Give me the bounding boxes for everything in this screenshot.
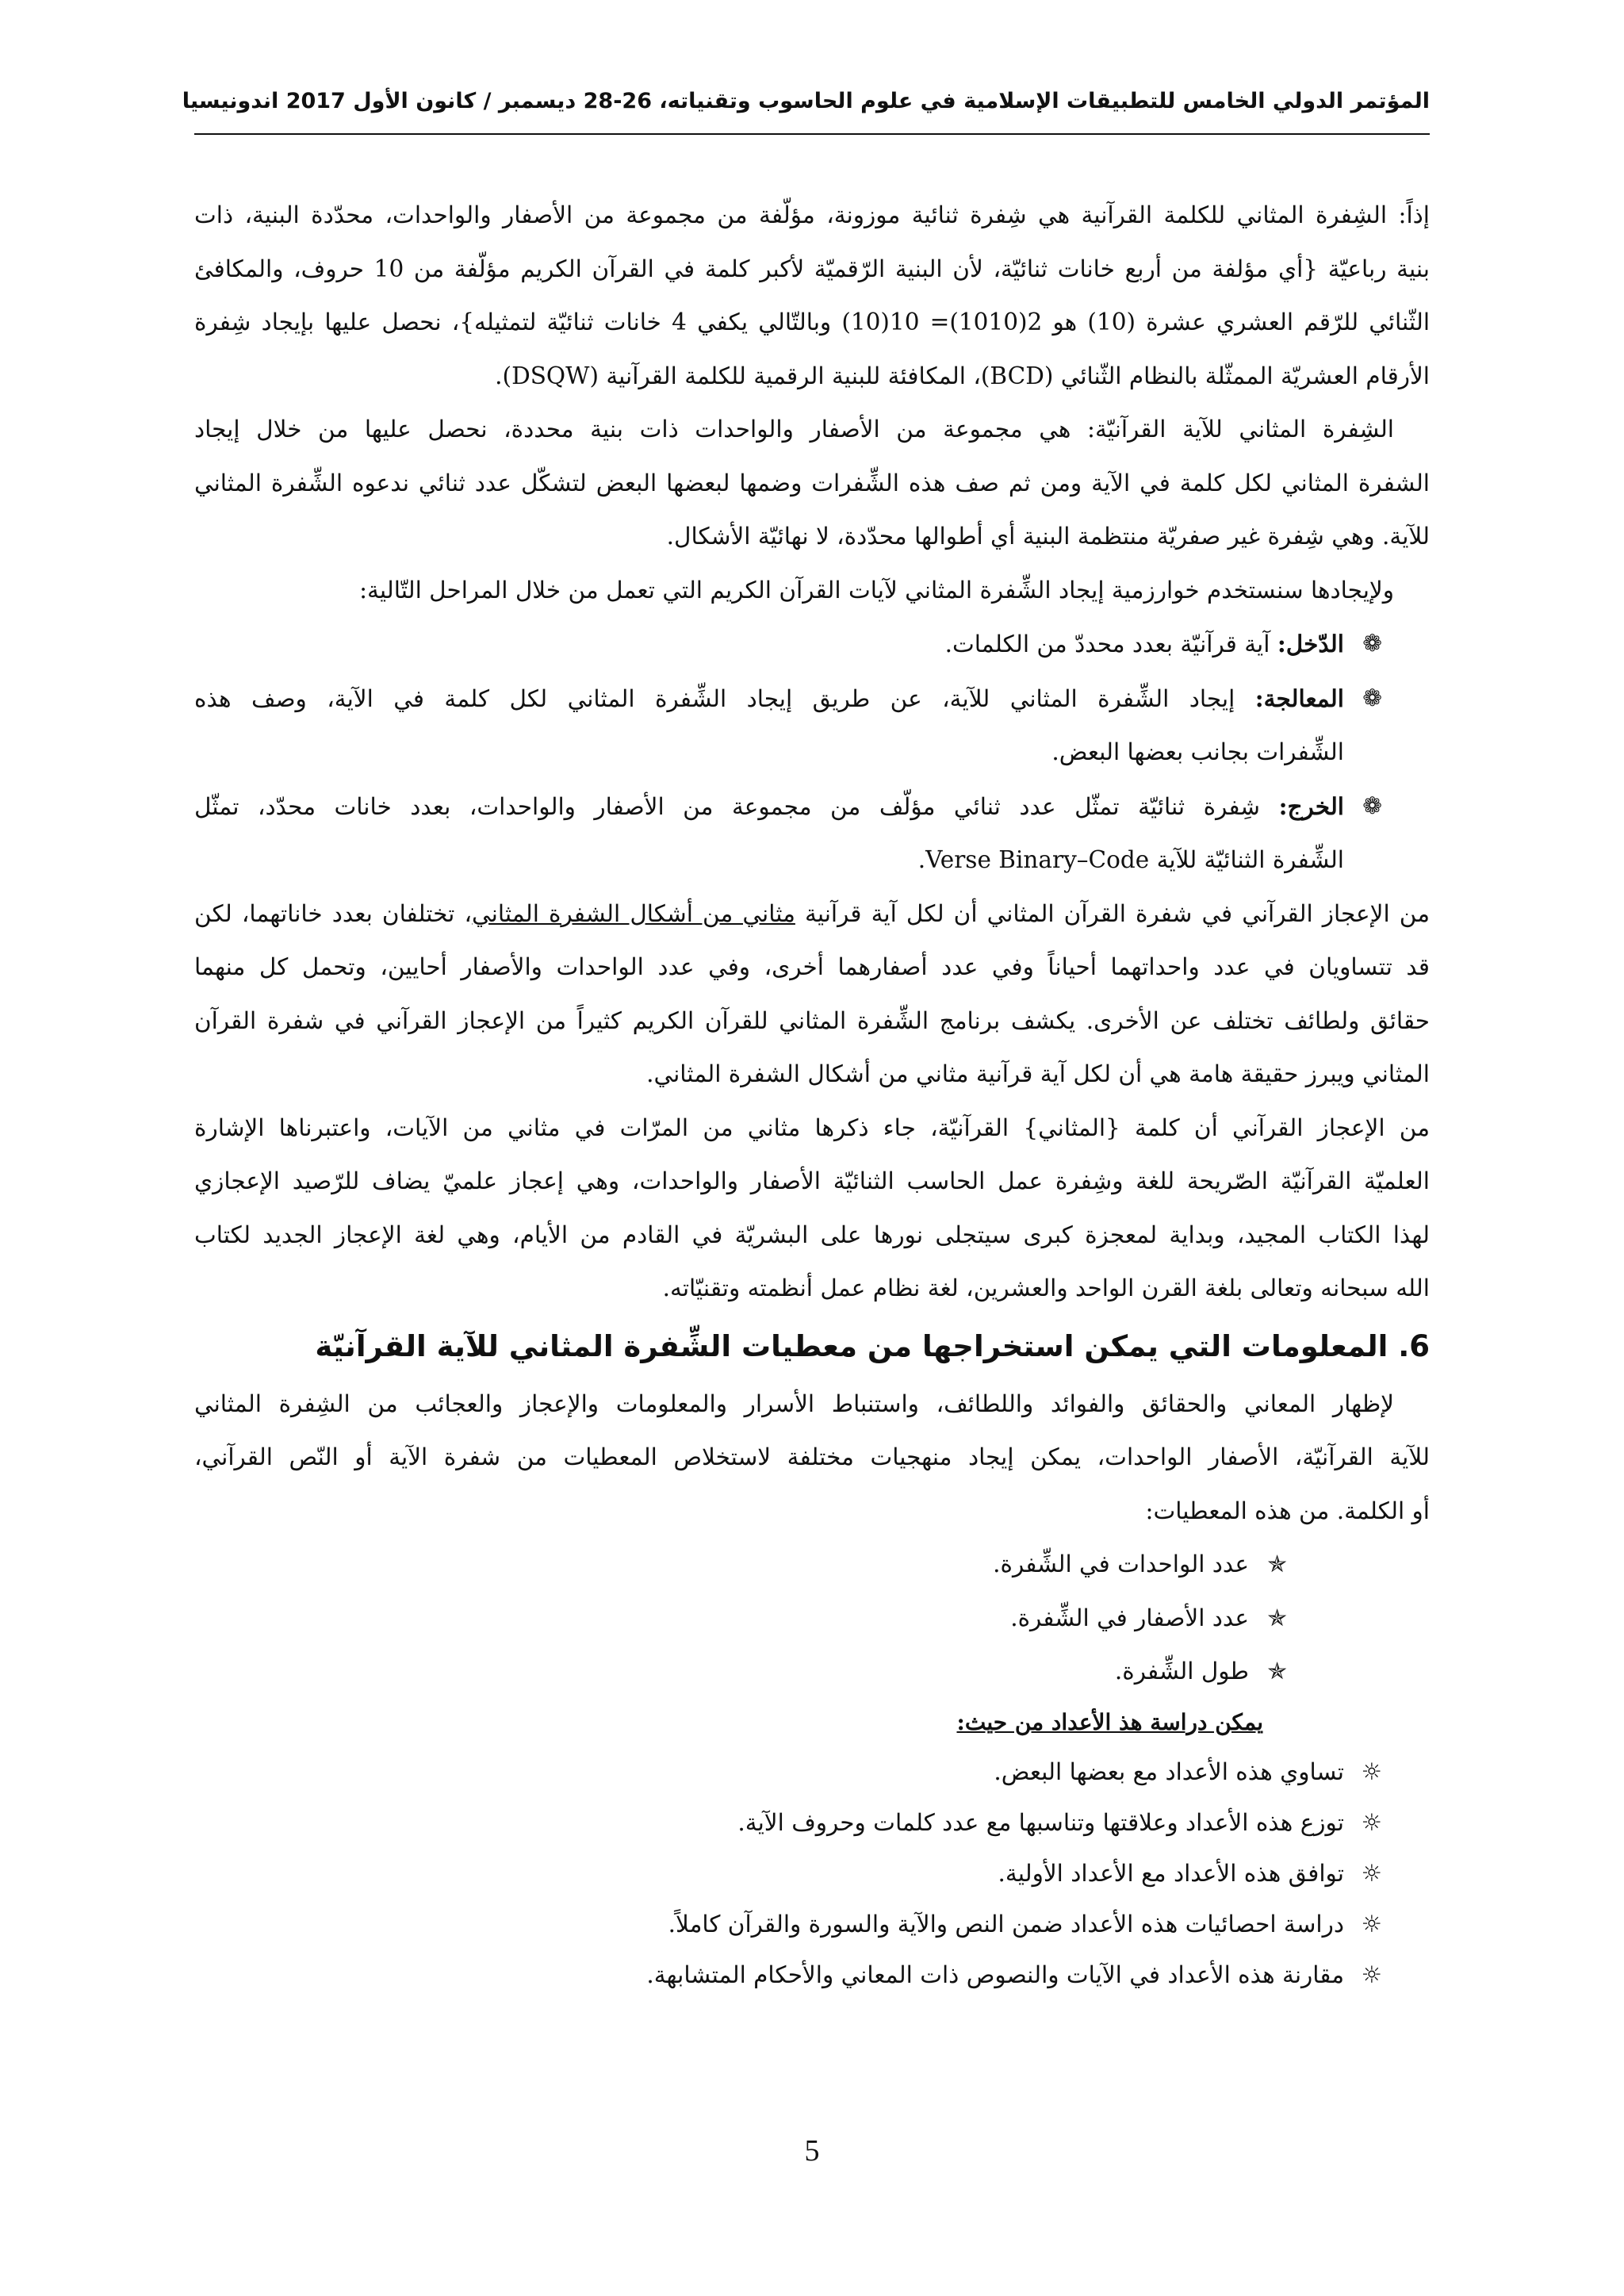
flower-bullet-icon: ❁ (1362, 684, 1382, 711)
step-text: الشِّفرات بجانب بعضها البعض. (1051, 738, 1344, 765)
study-subheading: يمكن دراسة هذ الأعداد من حيث: (956, 1708, 1263, 1735)
section-6-line: لإظهار المعاني والحقائق والفوائد واللطائف، واستنباط الأسرار والمعلومات والإعجاز والعجائب من الشِفرة المثاني (194, 1389, 1394, 1417)
study-aspect-item (194, 1949, 1382, 2000)
intro-line: الأرقام العشريّة الممثّلة بالنظام الثّنائي (BCD)، المكافئة للبنية الرقمية للكلمة القرآنية (DSQW). (495, 362, 1430, 389)
miracle-paragraph-1 (194, 887, 1430, 1102)
study-aspect-item (194, 1848, 1382, 1899)
miracle-2-line: من الإعجاز القرآني أن كلمة {المثاني} القرآنيّة، جاء ذكرها مثاني من المرّات في مثاني من الآيات، واعتبرناها الإشارة (194, 1114, 1430, 1141)
sun-bullet-icon: ☼ (1361, 1808, 1382, 1836)
data-item-text: عدد الواحدات في الشِّفرة. (993, 1550, 1249, 1577)
section-6-line: للآية القرآنيّة، الأصفار الواحدات، يمكن إيجاد منهجيات مختلفة لاستخلاص المعطيات من شفرة الآية أو النّص القرآني، (194, 1443, 1430, 1470)
page-number: 5 (804, 2134, 820, 2168)
data-item-text: طول الشِّفرة. (1114, 1658, 1249, 1685)
miracle-1-text: ، تختلفان بعدد خاناتهما، لكن (194, 899, 473, 927)
sun-bullet-icon: ☼ (1361, 1961, 1382, 1988)
sun-bullet-icon: ☼ (1361, 1910, 1382, 1938)
study-aspect-text: توافق هذه الأعداد مع الأعداد الأولية. (998, 1859, 1344, 1887)
study-aspect-text: دراسة احصائيات هذه الأعداد ضمن النص والآية والسورة والقرآن كاملاً. (668, 1910, 1344, 1938)
intro-line: إذاً: الشِفرة المثاني للكلمة القرآنية هي شِفرة ثنائية موزونة، مؤلّفة من مجموعة من الأصفار والواحدات، محدّدة البنية، ذات (194, 201, 1430, 228)
algorithm-step-input (194, 617, 1382, 672)
study-aspect-item (194, 1797, 1382, 1848)
running-header: المؤتمر الدولي الخامس للتطبيقات الإسلامية في علوم الحاسوب وتقنياته، 26-28 ديسمبر / كانون الأول 2017 اندونيسيا (182, 89, 1430, 113)
algorithm-intro (194, 564, 1430, 618)
miracle-1-line: قد تتساويان في عدد واحداتهما أحياناً وفي عدد أصفارهما أخرى، وفي عدد الواحدات والأصفار أحايين، وتحمل كل منهما (194, 953, 1430, 980)
step-text: شِفرة ثنائيّة تمثّل عدد ثنائي مؤلّف من مجموعة من الأصفار والواحدات، بعدد خانات محدّد، تمثّل (194, 792, 1261, 820)
study-aspect-text: تساوي هذه الأعداد مع بعضها البعض. (994, 1757, 1344, 1785)
sun-bullet-icon: ☼ (1361, 1757, 1382, 1785)
step-text: الشِّفرة الثنائيّة للآية Verse Binary–Code. (917, 846, 1344, 873)
algorithm-steps (194, 617, 1430, 887)
data-item (194, 1645, 1287, 1699)
star-bullet-icon: ✯ (1267, 1550, 1287, 1577)
step-text: آية قرآنيّة بعدد محددّ من الكلمات. (944, 631, 1270, 657)
study-aspect-item (194, 1899, 1382, 1949)
verse-def-line: الشفرة المثاني لكل كلمة في الآية ومن ثم صف هذه الشِّفرات وضمها لبعضها البعض لتشكّل عدد ثنائي ندعوه الشِّفرة المثاني (194, 469, 1431, 496)
study-aspect-text: توزع هذه الأعداد وعلاقتها وتناسبها مع عدد كلمات وحروف الآية. (737, 1808, 1344, 1836)
star-bullet-icon: ✯ (1267, 1604, 1287, 1631)
step-text: إيجاد الشِّفرة المثاني للآية، عن طريق إيجاد الشِّفرة المثاني لكل كلمة في الآية، وصف هذه (194, 684, 1235, 712)
miracle-2-line: العلميّة القرآنيّة الصّريحة للغة وشِفرة عمل الحاسب الثنائيّة الأصفار والواحدات، وهي إعجاز علميّ يضاف للرّصيد الإعجازي (194, 1167, 1430, 1194)
star-bullet-icon: ✯ (1267, 1658, 1287, 1685)
algorithm-step-processing (194, 672, 1382, 780)
step-label: الخرج: (1278, 792, 1344, 820)
algorithm-intro-line: ولإيجادها سنستخدم خوارزمية إيجاد الشِّفرة المثاني لآيات القرآن الكريم التي تعمل من خلال المراحل التّالية: (359, 576, 1394, 604)
verse-definition-paragraph (194, 403, 1430, 564)
page-body (194, 189, 1430, 2000)
step-label: المعالجة: (1254, 684, 1344, 712)
miracle-1-line: المثاني ويبرز حقيقة هامة هي أن لكل آية قرآنية مثاني من أشكال الشفرة المثاني. (646, 1060, 1430, 1087)
data-item (194, 1592, 1287, 1646)
data-items-list (194, 1538, 1430, 1699)
verse-def-line: الشِفرة المثاني للآية القرآنيّة: هي مجموعة من الأصفار والواحدات ذات بنية محددة، نحصل عليها من خلال إيجاد (194, 416, 1394, 443)
miracle-1-line: حقائق ولطائف تختلف عن الأخرى. يكشف برنامج الشِّفرة المثاني للقرآن الكريم كثيراً من الإعجاز القرآني في شفرة القرآن (194, 1006, 1430, 1034)
data-item (194, 1538, 1287, 1592)
flower-bullet-icon: ❁ (1362, 792, 1382, 819)
miracle-2-line: الله سبحانه وتعالى بلغة القرن الواحد والعشرين، لغة نظام عمل أنظمته وتقنيّاته. (662, 1274, 1430, 1301)
study-aspect-text: مقارنة هذه الأعداد في الآيات والنصوص ذات المعاني والأحكام المتشابهة. (646, 1961, 1344, 1988)
underlined-phrase: مثاني من أشكال الشفرة المثاني (472, 899, 795, 927)
header-rule (194, 133, 1430, 135)
step-label: الدّخل: (1277, 630, 1344, 657)
intro-line: الثّنائي للرّقم العشري عشرة (10) هو 2(1010)= 10(10) وبالتّالي يكفي 4 خانات ثنائيّة لتمثيله}، نحصل عليها بإيجاد شِفرة (194, 309, 1431, 335)
section-6-line: أو الكلمة. من هذه المعطيات: (1145, 1497, 1430, 1524)
section-6-heading: 6. المعلومات التي يمكن استخراجها من معطيات الشِّفرة المثاني للآية القرآنيّة (315, 1328, 1430, 1363)
data-item-text: عدد الأصفار في الشِّفرة. (1010, 1604, 1249, 1631)
algorithm-step-output (194, 780, 1382, 887)
study-aspect-item (194, 1746, 1382, 1797)
study-aspects-list (194, 1746, 1430, 2000)
miracle-1-text: من الإعجاز القرآني في شفرة القرآن المثاني أن لكل آية قرآنية (795, 899, 1431, 927)
intro-line: بنية رباعيّة {أي مؤلفة من أربع خانات ثنائيّة، لأن البنية الرّقميّة لأكبر كلمة في القرآن الكريم مؤلّفة من 10 حروف، والمكافئ (194, 255, 1430, 282)
intro-paragraph (194, 189, 1430, 403)
verse-def-line: للآية. وهي شِفرة غير صفريّة منتظمة البنية أي أطوالها محدّدة، لا نهائيّة الأشكال. (666, 523, 1430, 550)
miracle-paragraph-2 (194, 1102, 1430, 1316)
flower-bullet-icon: ❁ (1362, 630, 1382, 657)
sun-bullet-icon: ☼ (1361, 1859, 1382, 1887)
miracle-2-line: لهذا الكتاب المجيد، وبداية لمعجزة كبرى سيتجلى نورها على البشريّة في القادم من الأيام، وهي لغة الإعجاز الجديد لكتاب (194, 1221, 1430, 1248)
section-6-paragraph (194, 1378, 1430, 1539)
